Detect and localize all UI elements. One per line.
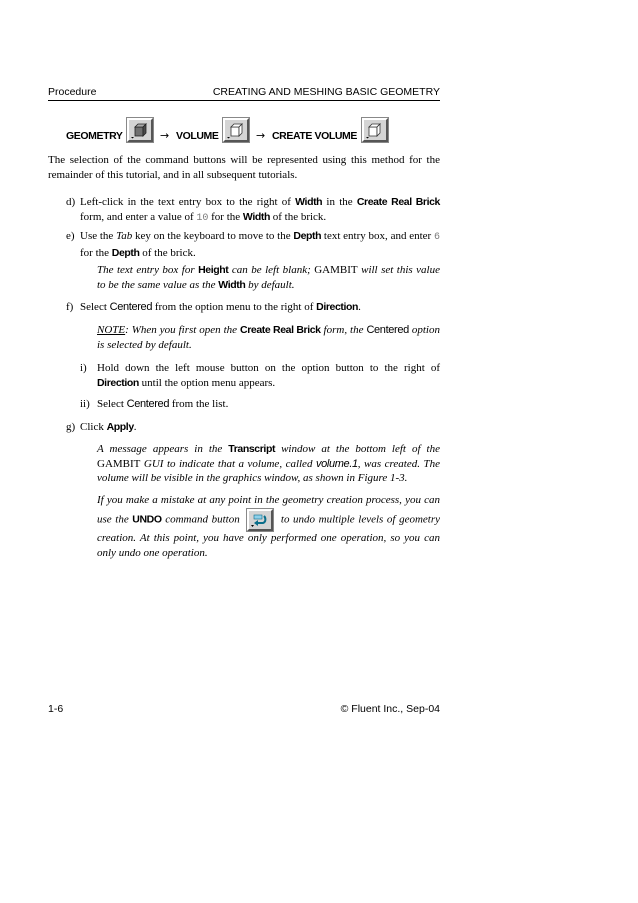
option-value: Centered	[126, 398, 170, 410]
keyword: Direction	[97, 376, 139, 389]
step-e-text: Use the Tab key on the keyboard to move to the Depth text entry box, and enter 6 for the Depth of the brick.	[80, 230, 440, 259]
step-g-note-1: A message appears in the Transcript window at the bottom left of the GAMBIT GUI to indicate that a volume, called volume.1, was created. The volume will be visible in the graphics window, as shown in Figure 1-3.	[97, 443, 440, 484]
keyword: Depth	[111, 246, 140, 259]
keyword: Direction	[316, 301, 359, 313]
keyword: Create Real Brick	[240, 324, 321, 336]
keyword: Apply	[106, 421, 134, 433]
option-value: Centered	[366, 324, 409, 336]
header-right: CREATING AND MESHING BASIC GEOMETRY	[212, 86, 440, 98]
step-f-ii-text: Select Centered from the list.	[97, 398, 229, 410]
step-f-ii-label: ii)	[80, 398, 90, 410]
entered-value: 6	[433, 232, 440, 243]
header-left: Procedure	[48, 86, 97, 98]
step-f-label: f)	[66, 301, 74, 313]
page-header	[48, 86, 440, 101]
step-f-i-label: i)	[80, 362, 87, 374]
option-value: Centered	[109, 301, 153, 313]
volume-label: VOLUME	[175, 130, 219, 142]
intro-paragraph: The selection of the command buttons will be represented using this method for the remainder of this tutorial, and in all subsequent tutorials.	[48, 154, 440, 181]
object-name: volume.1	[315, 457, 358, 470]
create-volume-label: CREATE VOLUME	[271, 130, 357, 142]
keyword: Width	[218, 278, 246, 291]
step-e-label: e)	[66, 230, 75, 242]
step-d-text: Left-click in the text entry box to the right of Width in the Create Real Brick form, and enter a value of 10 for the Width of the brick.	[80, 196, 440, 224]
entered-value: 10	[196, 212, 209, 224]
step-f-text: Select Centered from the option menu to the right of Direction.	[80, 301, 361, 313]
command-path	[66, 118, 388, 142]
step-g-text: Click Apply.	[80, 421, 137, 433]
geometry-cube-icon[interactable]	[127, 118, 153, 142]
step-g-note-2: If you make a mistake at any point in the geometry creation process, you can use the UNDO command button to undo multiple levels of geometry creation. At this point, you have only performed one operation, so you can only undo one operation.	[97, 494, 440, 559]
keyword: Height	[198, 264, 229, 276]
keyword: Create Real Brick	[356, 196, 440, 208]
step-f-i-text: Hold down the left mouse button on the option button to the right of Direction until the option menu appears.	[97, 362, 440, 389]
step-d-label: d)	[66, 196, 76, 208]
path-arrow: →	[160, 129, 170, 142]
step-e-note: The text entry box for Height can be left blank; GAMBIT will set this value to be the same value as the Width by default.	[97, 264, 440, 291]
keyword: Transcript	[228, 443, 276, 455]
keyword: Width	[242, 210, 270, 223]
keyword: Depth	[293, 230, 322, 242]
geometry-label: GEOMETRY	[66, 130, 123, 142]
step-f-note: NOTE: When you first open the Create Real Brick form, the Centered option is selected by default.	[97, 324, 440, 351]
path-arrow: →	[256, 129, 266, 142]
undo-icon[interactable]	[247, 509, 273, 531]
create-volume-icon[interactable]	[362, 118, 388, 142]
keyword: UNDO	[132, 513, 162, 526]
keyword: Width	[295, 196, 323, 208]
footer-copyright: © Fluent Inc., Sep-04	[340, 703, 440, 715]
step-g-label: g)	[66, 421, 76, 433]
volume-cube-icon[interactable]	[223, 118, 249, 142]
footer-page-number: 1-6	[48, 703, 64, 715]
